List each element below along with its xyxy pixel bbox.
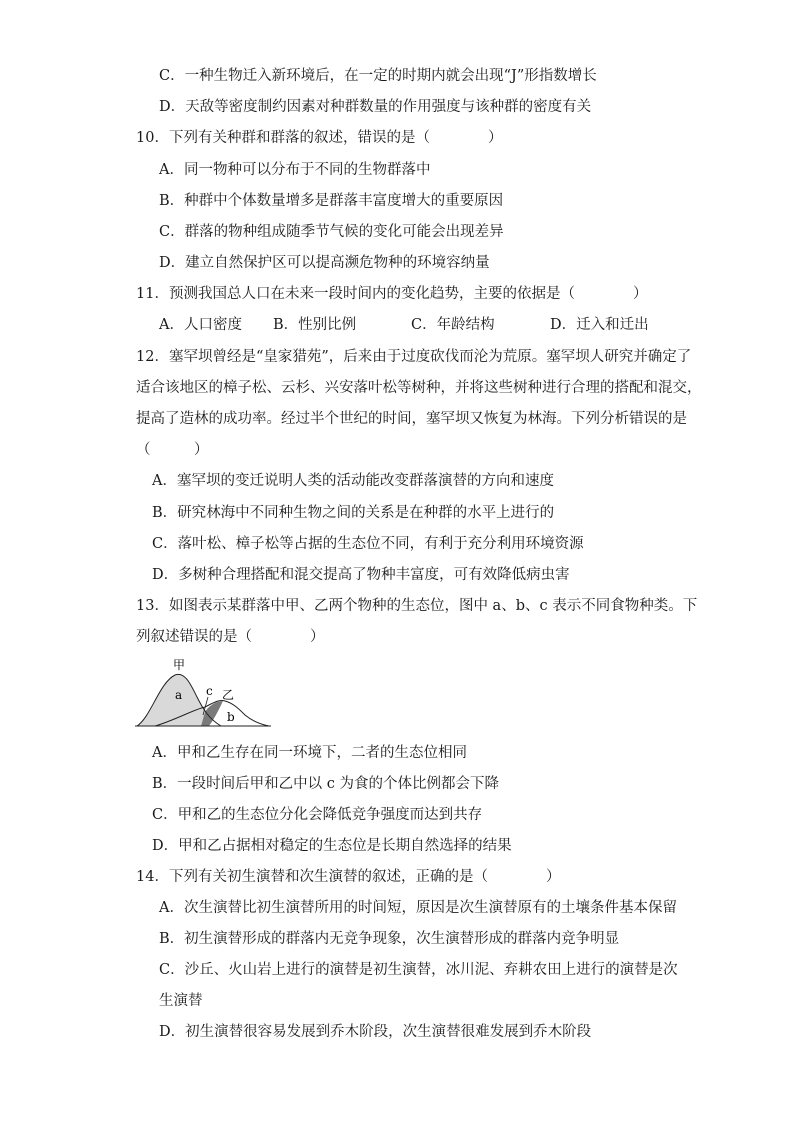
q11-option-c: C．年龄结构 — [411, 317, 495, 333]
q11-option-b: B．性别比例 — [273, 317, 357, 333]
q13-stem-line-2: 列叙述错误的是（ ） — [136, 629, 325, 645]
q9-option-d: D．天敌等密度制约因素对种群数量的作用强度与该种群的密度有关 — [159, 99, 592, 115]
q14-option-c-line-2: 生演替 — [159, 993, 203, 1009]
label-yi: 乙 — [222, 688, 235, 702]
q11-stem: 11．预测我国总人口在未来一段时间内的变化趋势，主要的依据是（ ） — [136, 286, 648, 302]
q14-option-d: D．初生演替很容易发展到乔木阶段，次生演替很难发展到乔木阶段 — [159, 1024, 592, 1040]
label-a: a — [175, 688, 183, 702]
q14-stem: 14．下列有关初生演替和次生演替的叙述，正确的是（ ） — [136, 869, 561, 885]
label-b: b — [227, 710, 235, 724]
q12-stem-line-2: 适合该地区的樟子松、云杉、兴安落叶松等树种，并将这些树种进行合理的搭配和混交， — [136, 380, 702, 396]
label-c: c — [206, 684, 213, 698]
q14-option-c-line-1: C．沙丘、火山岩上进行的演替是初生演替，冰川泥、弃耕农田上进行的演替是次 — [159, 962, 678, 978]
niche-region-a — [137, 674, 205, 726]
q10-stem: 10．下列有关种群和群落的叙述，错误的是（ ） — [136, 130, 503, 146]
q11-options — [0, 315, 794, 335]
q12-stem-line-3: 提高了造林的成功率。经过半个世纪的时间，塞罕坝又恢复为林海。下列分析错误的是 — [136, 411, 687, 427]
q10-option-a: A．同一物种可以分布于不同的生物群落中 — [159, 162, 431, 178]
q11-option-a: A．人口密度 — [159, 317, 242, 333]
q12-answer-bracket: （ ） — [136, 442, 209, 458]
niche-diagram — [133, 655, 273, 730]
q10-option-c: C．群落的物种组成随季节气候的变化可能会出现差异 — [159, 224, 504, 240]
q10-option-d: D．建立自然保护区可以提高濒危物种的环境容纳量 — [159, 255, 490, 271]
q14-option-a: A．次生演替比初生演替所用的时间短，原因是次生演替原有的土壤条件基本保留 — [159, 900, 677, 916]
q13-option-a: A．甲和乙生存在同一环境下，二者的生态位相同 — [152, 745, 467, 761]
q12-option-c: C．落叶松、樟子松等占据的生态位不同，有利于充分利用环境资源 — [152, 536, 584, 552]
q12-option-d: D．多树种合理搭配和混交提高了物种丰富度，可有效降低病虫害 — [152, 567, 570, 583]
q12-option-a: A．塞罕坝的变迁说明人类的活动能改变群落演替的方向和速度 — [152, 473, 554, 489]
q11-option-d: D．迁入和迁出 — [550, 317, 649, 333]
q12-stem-line-1: 12．塞罕坝曾经是“皇家猎苑”，后来由于过度砍伐而沦为荒原。塞罕坝人研究并确定了 — [136, 349, 692, 365]
q9-option-c: C．一种生物迁入新环境后，在一定的时期内就会出现“J”形指数增长 — [159, 68, 597, 84]
q13-stem-line-1: 13．如图表示某群落中甲、乙两个物种的生态位，图中 a、b、c 表示不同食物种类。下 — [136, 598, 698, 614]
q13-option-b: B．一段时间后甲和乙中以 c 为食的个体比例都会下降 — [152, 776, 499, 792]
q14-option-b: B．初生演替形成的群落内无竞争现象，次生演替形成的群落内竞争明显 — [159, 931, 620, 947]
q13-option-c: C．甲和乙的生态位分化会降低竞争强度而达到共存 — [152, 807, 483, 823]
q10-option-b: B．种群中个体数量增多是群落丰富度增大的重要原因 — [159, 193, 504, 209]
label-jia: 甲 — [173, 658, 186, 672]
q13-option-d: D．甲和乙占据相对稳定的生态位是长期自然选择的结果 — [152, 838, 512, 854]
q12-option-b: B．研究林海中不同种生物之间的关系是在种群的水平上进行的 — [152, 505, 555, 521]
